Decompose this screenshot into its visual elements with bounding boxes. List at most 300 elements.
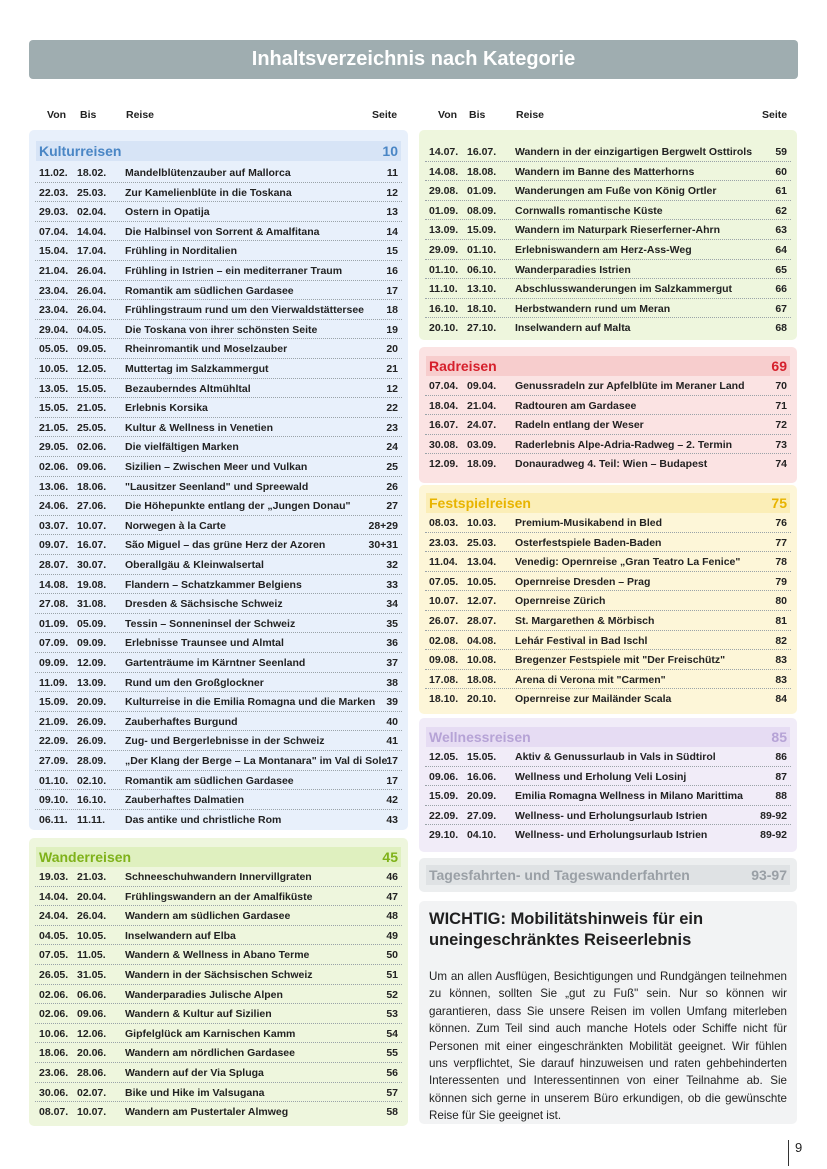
- trip-title: Herbstwandern rund um Meran: [515, 302, 671, 315]
- table-row: [29, 867, 408, 887]
- date-to: 20.06.: [77, 1047, 107, 1060]
- trip-title: Donauradweg 4. Teil: Wien – Budapest: [515, 458, 708, 471]
- date-from: 14.08.: [429, 165, 459, 178]
- page-ref: 52: [386, 988, 398, 1001]
- table-row: [29, 477, 408, 497]
- table-row: [419, 572, 797, 592]
- date-from: 14.04.: [39, 890, 69, 903]
- trip-title: Frühlingstraum rund um den Vierwaldstättersee: [125, 304, 365, 317]
- page-ref: 71: [775, 399, 787, 412]
- trip-title: Aktiv & Genussurlaub in Vals in Südtirol: [515, 751, 716, 763]
- date-to: 18.06.: [77, 480, 107, 493]
- page-ref: 16: [386, 265, 398, 277]
- date-to: 12.06.: [77, 1027, 107, 1040]
- table-row: [419, 591, 797, 611]
- date-to: 24.07.: [467, 419, 497, 432]
- date-from: 18.06.: [39, 1047, 69, 1060]
- radreisen-header: [426, 356, 790, 376]
- page-ref: 83: [775, 654, 787, 667]
- wanderreisen-section: [29, 838, 408, 1126]
- date-to: 01.10.: [467, 244, 497, 256]
- table-row: [29, 985, 408, 1005]
- table-row: [29, 496, 408, 516]
- date-to: 06.10.: [467, 263, 497, 276]
- date-to: 03.09.: [467, 438, 497, 451]
- page-ref: 61: [775, 185, 787, 198]
- date-from: 08.07.: [39, 1106, 69, 1119]
- date-to: 04.05.: [77, 323, 107, 336]
- table-row: [29, 1043, 408, 1063]
- date-from: 09.07.: [39, 539, 69, 552]
- trip-title: Wandern im Naturpark Rieserferner-Ahrn: [515, 224, 720, 237]
- page-ref: 38: [386, 676, 398, 689]
- page-ref: 81: [775, 615, 787, 627]
- table-row: [29, 241, 408, 261]
- date-from: 19.03.: [39, 871, 69, 883]
- kulturreisen-section: [29, 130, 408, 830]
- date-to: 18.10.: [467, 302, 497, 315]
- date-to: 28.09.: [77, 755, 107, 767]
- page-ref: 12: [386, 382, 398, 395]
- trip-title: Sizilien – Zwischen Meer und Vulkan: [125, 461, 308, 473]
- date-from: 15.09.: [429, 790, 459, 803]
- table-row: [419, 513, 797, 533]
- page-ref: 43: [386, 813, 398, 826]
- table-row: [419, 454, 797, 474]
- date-to: 16.10.: [77, 794, 107, 807]
- date-from: 14.07.: [429, 146, 459, 158]
- festspielreisen-label: Festspielreisen: [429, 495, 531, 511]
- trip-title: Romantik am südlichen Gardasee: [125, 284, 294, 297]
- date-from: 26.05.: [39, 969, 69, 981]
- date-to: 02.10.: [77, 774, 107, 787]
- date-from: 07.04.: [429, 380, 459, 392]
- page-ref: 78: [775, 556, 787, 569]
- date-from: 06.11.: [39, 813, 68, 826]
- date-from: 16.07.: [429, 419, 459, 432]
- trip-title: "Lausitzer Seenland" und Spreewald: [125, 480, 309, 493]
- col-bis-left: Bis: [80, 109, 97, 121]
- date-to: 26.09.: [77, 735, 107, 748]
- table-row: [29, 751, 408, 771]
- date-to: 20.10.: [467, 693, 497, 706]
- date-from: 23.04.: [39, 284, 69, 297]
- page-ref: 54: [386, 1027, 398, 1040]
- trip-title: Die Toskana von ihrer schönsten Seite: [125, 323, 318, 336]
- page-ref: 26: [386, 480, 398, 493]
- table-row: [29, 163, 408, 183]
- date-from: 12.09.: [429, 458, 459, 471]
- trip-title: Inselwandern auf Malta: [515, 322, 631, 335]
- table-row: [419, 299, 797, 319]
- trip-title: Die vielfältigen Marken: [125, 441, 239, 454]
- page-ref: 72: [775, 419, 787, 432]
- date-to: 26.04.: [77, 304, 107, 317]
- date-to: 26.04.: [77, 910, 107, 923]
- table-row: [29, 633, 408, 653]
- trip-title: Bregenzer Festspiele mit "Der Freischütz": [515, 654, 726, 667]
- date-from: 22.03.: [39, 186, 69, 199]
- date-from: 07.05.: [429, 575, 459, 588]
- wanderreisen-continued-section: [419, 130, 797, 340]
- table-row: [419, 533, 797, 553]
- trip-title: Wandern & Kultur auf Sizilien: [125, 1008, 272, 1021]
- trip-title: Die Halbinsel von Sorrent & Amalfitana: [125, 225, 320, 238]
- table-row: [29, 906, 408, 926]
- table-row: [419, 552, 797, 572]
- date-from: 15.05.: [39, 402, 69, 415]
- date-from: 01.10.: [429, 263, 459, 276]
- trip-title: Flandern – Schatzkammer Belgiens: [125, 578, 302, 591]
- page-ref: 37: [386, 657, 398, 669]
- date-from: 07.04.: [39, 225, 69, 238]
- trip-title: Arena di Verona mit "Carmen": [515, 673, 666, 686]
- date-to: 12.05.: [77, 363, 107, 375]
- table-row: [419, 767, 797, 787]
- table-row: [29, 300, 408, 320]
- page-ref: 84: [775, 693, 787, 706]
- date-to: 27.06.: [77, 500, 107, 513]
- table-row: [419, 670, 797, 690]
- page-ref: 55: [386, 1047, 398, 1060]
- page-ref: 35: [386, 617, 398, 630]
- table-row: [29, 261, 408, 281]
- trip-title: Erlebnisse Traunsee und Almtal: [125, 637, 284, 650]
- date-to: 21.04.: [467, 399, 497, 412]
- date-from: 18.04.: [429, 399, 459, 412]
- table-row: [29, 575, 408, 595]
- trip-title: Wandern am südlichen Gardasee: [125, 910, 291, 923]
- table-row: [29, 926, 408, 946]
- table-row: [29, 790, 408, 810]
- page-ref: 36: [386, 637, 398, 650]
- page-ref: 30+31: [368, 539, 398, 552]
- page-ref: 87: [775, 770, 787, 783]
- date-to: 09.06.: [77, 461, 107, 473]
- date-to: 25.03.: [77, 186, 107, 199]
- date-to: 26.04.: [77, 284, 107, 297]
- date-to: 18.02.: [77, 167, 107, 179]
- date-from: 02.06.: [39, 988, 69, 1001]
- trip-title: Raderlebnis Alpe-Adria-Radweg – 2. Termin: [515, 438, 733, 451]
- trip-title: Venedig: Opernreise „Gran Teatro La Fenice": [515, 556, 741, 569]
- date-to: 04.08.: [467, 634, 497, 647]
- trip-title: Erlebnis Korsika: [125, 402, 208, 415]
- date-to: 10.07.: [77, 519, 107, 532]
- wanderreisen-label: Wanderreisen: [39, 849, 132, 865]
- date-from: 15.04.: [39, 245, 69, 258]
- date-to: 14.04.: [77, 225, 107, 238]
- table-row: [29, 712, 408, 732]
- page-ref: 13: [386, 206, 398, 219]
- trip-title: Wandern & Wellness in Abano Terme: [125, 949, 310, 962]
- page-ref: 46: [386, 871, 398, 883]
- table-row: [29, 771, 408, 791]
- page-ref: 76: [775, 517, 787, 529]
- table-row: [419, 376, 797, 396]
- page-number: 9: [788, 1140, 802, 1166]
- date-to: 30.07.: [77, 559, 107, 571]
- festspielreisen-section: [419, 485, 797, 714]
- trip-title: St. Margarethen & Mörbisch: [515, 615, 655, 627]
- table-row: [29, 339, 408, 359]
- page-ref: 40: [386, 715, 398, 728]
- date-from: 17.08.: [429, 673, 459, 686]
- festspielreisen-page: 75: [771, 495, 787, 511]
- trip-title: Rund um den Großglockner: [125, 676, 264, 689]
- trip-title: Oberallgäu & Kleinwalsertal: [125, 559, 264, 571]
- trip-title: Dresden & Sächsische Schweiz: [125, 598, 283, 611]
- trip-title: Zur Kamelienblüte in die Toskana: [125, 186, 292, 199]
- page-ref: 17: [386, 774, 398, 787]
- table-row: [29, 1063, 408, 1083]
- table-row: [419, 747, 797, 767]
- table-row: [29, 1083, 408, 1103]
- trip-title: Bike und Hike im Valsugana: [125, 1086, 265, 1099]
- date-from: 11.10.: [429, 283, 458, 296]
- col-seite-right: Seite: [762, 109, 788, 121]
- date-to: 10.05.: [467, 575, 497, 588]
- date-from: 04.05.: [39, 929, 69, 942]
- page-ref: 80: [775, 595, 787, 608]
- wellnessreisen-header: [426, 727, 790, 747]
- date-to: 15.05.: [77, 382, 107, 395]
- trip-title: Premium-Musikabend in Bled: [515, 517, 663, 529]
- date-to: 16.07.: [77, 539, 107, 552]
- date-from: 29.05.: [39, 441, 69, 454]
- page-ref: 74: [775, 458, 787, 471]
- trip-title: Norwegen à la Carte: [125, 519, 226, 532]
- date-to: 05.09.: [77, 617, 107, 630]
- page-ref: 64: [775, 244, 787, 256]
- date-from: 30.06.: [39, 1086, 69, 1099]
- date-from: 05.05.: [39, 343, 69, 356]
- date-from: 29.09.: [429, 244, 459, 256]
- date-to: 13.10.: [467, 283, 497, 296]
- trip-title: Frühlingswandern an der Amalfiküste: [125, 890, 313, 903]
- page-ref: 79: [775, 575, 787, 588]
- trip-title: Wandern im Banne des Matterhorns: [515, 165, 695, 178]
- trip-title: Wanderparadies Julische Alpen: [125, 988, 283, 1001]
- radreisen-label: Radreisen: [429, 358, 497, 374]
- date-from: 27.09.: [39, 755, 69, 767]
- trip-title: Frühling in Istrien – ein mediterraner Traum: [125, 265, 343, 277]
- date-to: 21.05.: [77, 402, 107, 415]
- festspielreisen-header: [426, 493, 790, 513]
- table-row: [29, 516, 408, 536]
- trip-title: Wandern auf der Via Spluga: [125, 1067, 264, 1079]
- table-row: [29, 594, 408, 614]
- page-ref: 83: [775, 673, 787, 686]
- date-from: 09.06.: [429, 770, 459, 783]
- trip-title: Genussradeln zur Apfelblüte im Meraner Land: [515, 380, 745, 392]
- table-row: [29, 457, 408, 477]
- table-row: [29, 320, 408, 340]
- tagesfahrten-section: [419, 858, 797, 892]
- table-row: [29, 418, 408, 438]
- trip-title: Gartenträume im Kärntner Seenland: [125, 657, 306, 669]
- page-ref: 89-92: [760, 829, 787, 842]
- date-to: 09.06.: [77, 1008, 107, 1021]
- tagesfahrten-label: Tagesfahrten- und Tageswanderfahrten: [429, 867, 690, 883]
- table-row: [419, 260, 797, 280]
- table-row: [419, 162, 797, 182]
- date-to: 08.09.: [467, 204, 497, 217]
- date-to: 11.05.: [77, 949, 106, 962]
- page-ref: 14: [386, 225, 398, 238]
- date-to: 12.09.: [77, 657, 107, 669]
- page-ref: 67: [775, 302, 787, 315]
- page-ref: 62: [775, 204, 787, 217]
- date-to: 31.05.: [77, 969, 107, 981]
- page-ref: 89-92: [760, 809, 787, 822]
- table-row: [29, 614, 408, 634]
- page-ref: 49: [386, 929, 398, 942]
- date-from: 08.03.: [429, 517, 459, 529]
- wellnessreisen-label: Wellnessreisen: [429, 729, 531, 745]
- date-from: 09.09.: [39, 657, 69, 669]
- date-from: 29.10.: [429, 829, 459, 842]
- page-ref: 59: [775, 146, 787, 158]
- date-to: 16.07.: [467, 146, 497, 158]
- col-seite-left: Seite: [372, 109, 398, 121]
- date-from: 13.05.: [39, 382, 69, 395]
- date-to: 02.06.: [77, 441, 107, 454]
- trip-title: Erlebniswandern am Herz-Ass-Weg: [515, 244, 692, 256]
- col-von-right: Von: [438, 109, 458, 121]
- date-to: 15.05.: [467, 751, 497, 763]
- trip-title: Schneeschuhwandern Innervillgraten: [125, 871, 312, 883]
- date-from: 18.10.: [429, 693, 459, 706]
- date-from: 21.04.: [39, 265, 69, 277]
- page-ref: 42: [386, 794, 398, 807]
- date-to: 26.04.: [77, 265, 107, 277]
- date-from: 09.08.: [429, 654, 459, 667]
- date-to: 16.06.: [467, 770, 497, 783]
- notice-text: Um an allen Ausflügen, Besichtigungen und Rundgängen teilnehmen zu können, sollten Sie „gut zu Fuß" sein. Nur so können wir garantieren, dass Sie unsere Reisen im vollen Umfang miterleben können. Zum Teil sind auch manche Hotels oder Schiffe nicht für Personen mit einer eingeschränkten Mobilität geeignet. Wir fühlen uns verpflichtet, Sie darauf hinzuweisen und raten gehbehinderten Interessenten und Interessentinnen von einer Teilnahme ab. Sie können sich gerne in unserem Büro erkundigen, ob die gewünschte Reise für Sie geeignet ist.: [429, 970, 787, 1123]
- table-row: [29, 379, 408, 399]
- page-ref: 23: [386, 421, 398, 434]
- date-from: 22.09.: [429, 809, 459, 822]
- page-ref: 63: [775, 224, 787, 237]
- date-from: 10.07.: [429, 595, 459, 608]
- trip-title: Kultur & Wellness in Venetien: [125, 421, 274, 434]
- date-to: 28.07.: [467, 615, 497, 627]
- table-row: [419, 631, 797, 651]
- date-to: 10.05.: [77, 929, 107, 942]
- trip-title: Lehár Festival in Bad Ischl: [515, 634, 648, 647]
- table-row: [419, 435, 797, 455]
- page-ref: 77: [775, 536, 787, 549]
- table-row: [419, 201, 797, 221]
- date-from: 16.10.: [429, 302, 459, 315]
- page-ref: 17: [386, 755, 398, 767]
- mobility-notice: [419, 901, 797, 1124]
- date-to: 01.09.: [467, 185, 497, 198]
- date-to: 18.08.: [467, 165, 497, 178]
- page-ref: 32: [386, 559, 398, 571]
- table-row: [419, 240, 797, 260]
- table-row: [29, 1102, 408, 1122]
- trip-title: Opernreise Dresden – Prag: [515, 575, 651, 588]
- date-to: 09.05.: [77, 343, 107, 356]
- page-ref: 22: [386, 402, 398, 415]
- page-ref: 15: [386, 245, 398, 258]
- date-to: 13.04.: [467, 556, 497, 569]
- date-to: 18.09.: [467, 458, 497, 471]
- page-ref: 73: [775, 438, 787, 451]
- date-to: 27.09.: [467, 809, 497, 822]
- date-from: 01.10.: [39, 774, 69, 787]
- trip-title: Zug- und Bergerlebnisse in der Schweiz: [125, 735, 325, 748]
- page-ref: 70: [775, 380, 787, 392]
- date-from: 23.04.: [39, 304, 69, 317]
- trip-title: Inselwandern auf Elba: [125, 929, 236, 942]
- date-from: 07.09.: [39, 637, 69, 650]
- page-ref: 39: [386, 696, 398, 709]
- page-ref: 56: [386, 1067, 398, 1079]
- date-from: 23.03.: [429, 536, 459, 549]
- trip-title: Wandern in der Sächsischen Schweiz: [125, 969, 313, 981]
- trip-title: Muttertag im Salzkammergut: [125, 363, 269, 375]
- table-row: [419, 318, 797, 338]
- date-from: 20.10.: [429, 322, 459, 335]
- trip-title: Rheinromantik und Moselzauber: [125, 343, 288, 356]
- trip-title: Wandern am Pustertaler Almweg: [125, 1106, 289, 1119]
- date-to: 12.07.: [467, 595, 497, 608]
- date-to: 06.06.: [77, 988, 107, 1001]
- page-ref: 20: [386, 343, 398, 356]
- page-ref: 12: [386, 186, 398, 199]
- kulturreisen-label: Kulturreisen: [39, 143, 122, 159]
- page-ref: 47: [386, 890, 398, 903]
- date-to: 09.04.: [467, 380, 497, 392]
- page-ref: 66: [775, 283, 787, 296]
- table-row: [29, 359, 408, 379]
- trip-title: Opernreise Zürich: [515, 595, 606, 608]
- trip-title: Gipfelglück am Karnischen Kamm: [125, 1027, 296, 1040]
- page-ref: 19: [386, 323, 398, 336]
- page-ref: 82: [775, 634, 787, 647]
- trip-title: Kulturreise in die Emilia Romagna und die Marken: [125, 696, 376, 709]
- date-from: 29.03.: [39, 206, 69, 219]
- date-from: 24.04.: [39, 910, 69, 923]
- radreisen-section: [419, 347, 797, 483]
- table-row: [29, 398, 408, 418]
- wanderreisen-page: 45: [382, 849, 398, 865]
- kulturreisen-header: [36, 141, 401, 161]
- page-ref: 88: [775, 790, 787, 803]
- date-to: 02.07.: [77, 1086, 107, 1099]
- page-ref: 51: [386, 969, 398, 981]
- date-from: 30.08.: [429, 438, 459, 451]
- page-ref: 18: [386, 304, 398, 317]
- table-row: [419, 396, 797, 416]
- date-from: 03.07.: [39, 519, 69, 532]
- date-from: 11.04.: [429, 556, 458, 569]
- trip-title: Cornwalls romantische Küste: [515, 204, 663, 217]
- date-from: 28.07.: [39, 559, 69, 571]
- date-from: 10.05.: [39, 363, 69, 375]
- table-row: [419, 650, 797, 670]
- page-ref: 41: [386, 735, 398, 748]
- date-from: 29.04.: [39, 323, 69, 336]
- radreisen-page: 69: [771, 358, 787, 374]
- table-row: [29, 945, 408, 965]
- page-ref: 24: [386, 441, 398, 454]
- date-to: 20.09.: [77, 696, 107, 709]
- trip-title: Osterfestspiele Baden-Baden: [515, 536, 662, 549]
